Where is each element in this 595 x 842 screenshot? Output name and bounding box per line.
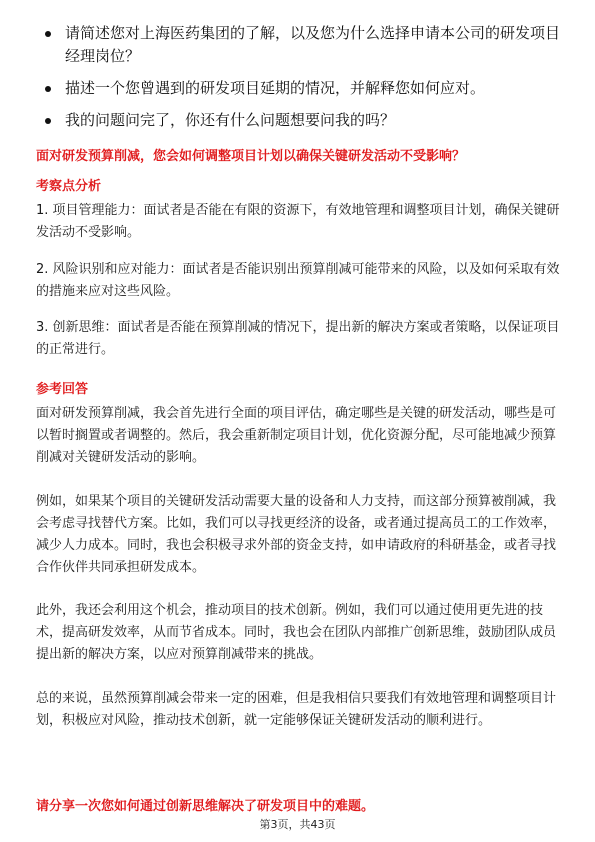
analysis-item: 2. 风险识别和应对能力：面试者是否能识别出预算削减可能带来的风险，以及如何采取有效的措施来应对这些风险。 [36,262,560,299]
answer-paragraph: 例如，如果某个项目的关键研发活动需要大量的设备和人力支持，而这部分预算被削减，我会考虑寻找替代方案。比如，我们可以寻找更经济的设备，或者通过提高员工的工作效率，减少人力成本。同时，我也会积极寻求外部的资金支持，如申请政府的科研基金，或者寻找合作伙伴共同承担研发成本。 [36,494,557,575]
answer-paragraph: 总的来说，虽然预算削减会带来一定的困难，但是我相信只要我们有效地管理和调整项目计划，积极应对风险，推动技术创新，就一定能够保证关键研发活动的顺利进行。 [36,691,557,728]
answer-heading: 参考回答 [36,382,89,397]
list-item [40,77,560,100]
bullet-text: 描述一个您曾遇到的研发项目延期的情况，并解释您如何应对。 [65,79,486,97]
next-question-heading: 请分享一次您如何通过创新思维解决了研发项目中的难题。 [36,799,375,814]
analysis-heading: 考察点分析 [36,179,102,194]
question-heading: 面对研发预算削减，您会如何调整项目计划以确保关键研发活动不受影响？ [36,149,466,164]
answer-paragraph: 面对研发预算削减，我会首先进行全面的项目评估，确定哪些是关键的研发活动，哪些是可以暂时搁置或者调整的。然后，我会重新制定项目计划，优化资源分配，尽可能地减少预算削减对关键研发活动的影响。 [36,406,557,465]
page-number: 第3页，共43页 [259,818,336,831]
bullet-text: 请简述您对上海医药集团的了解，以及您为什么选择申请本公司的研发项目经理岗位？ [65,24,561,65]
question-list [40,22,560,141]
bullet-icon [45,118,51,124]
answer-paragraph: 此外，我还会利用这个机会，推动项目的技术创新。例如，我们可以通过使用更先进的技术，提高研发效率，从而节省成本。同时，我也会在团队内部推广创新思维，鼓励团队成员提出新的解决方案，以应对预算削减带来的挑战。 [36,603,557,662]
bullet-icon [45,86,51,92]
list-item [40,22,560,68]
list-item [40,109,560,132]
analysis-item: 1. 项目管理能力：面试者是否能在有限的资源下，有效地管理和调整项目计划，确保关键研发活动不受影响。 [36,203,560,240]
bullet-text: 我的问题问完了，你还有什么问题想要问我的吗？ [65,111,396,129]
analysis-item: 3. 创新思维：面试者是否能在预算削减的情况下，提出新的解决方案或者策略，以保证项目的正常进行。 [36,320,560,357]
bullet-icon [45,31,51,37]
